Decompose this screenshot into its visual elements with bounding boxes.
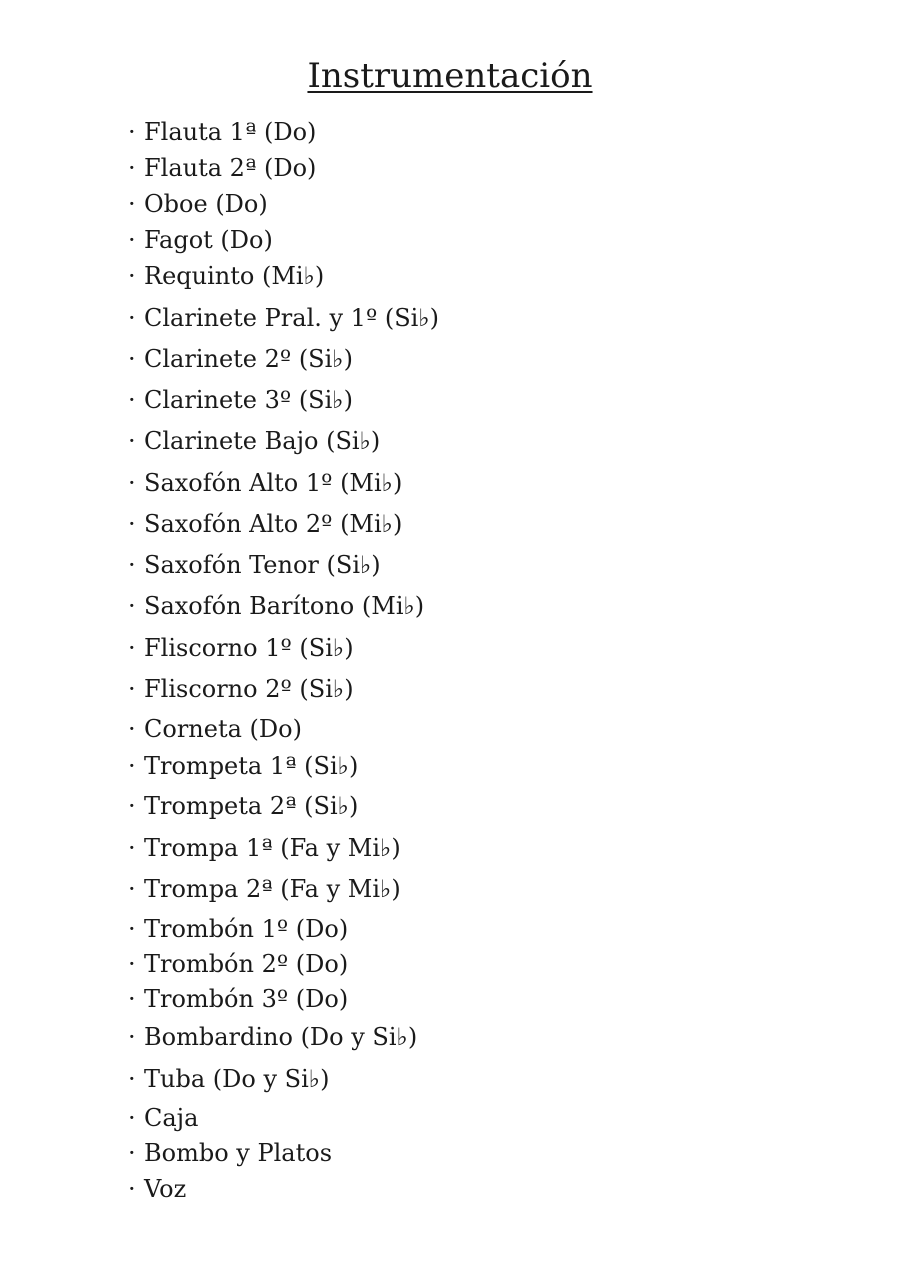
instrument-name: Saxofón Alto 2º (Mi♭) [144,510,403,538]
instrument-name: Tuba (Do y Si♭) [144,1065,330,1093]
bullet: · [128,345,136,373]
bullet: · [128,915,136,943]
bullet: · [128,715,136,743]
instrument-name: Fagot (Do) [144,226,273,254]
bullet: · [128,386,136,414]
bullet: · [128,1139,136,1167]
list-item [128,586,424,626]
instrument-name: Trombón 1º (Do) [144,915,349,943]
instrument-name: Trombón 3º (Do) [144,985,349,1013]
list-item [128,184,268,224]
list-item [128,504,402,544]
bullet: · [128,834,136,862]
bullet: · [128,675,136,703]
instrument-name: Trompeta 1ª (Si♭) [144,752,359,780]
bullet: · [128,190,136,218]
bullet: · [128,1065,136,1093]
list-item [128,709,302,749]
list-item [128,628,354,668]
list-item [128,1133,332,1173]
instrument-name: Requinto (Mi♭) [144,262,325,290]
list-item [128,256,324,296]
list-item [128,148,316,188]
list-item [128,1017,417,1057]
instrument-name: Trombón 2º (Do) [144,950,349,978]
bullet: · [128,304,136,332]
instrument-name: Clarinete Pral. y 1º (Si♭) [144,304,440,332]
bullet: · [128,1104,136,1132]
instrument-name: Oboe (Do) [144,190,268,218]
bullet: · [128,950,136,978]
list-item [128,298,439,338]
bullet: · [128,792,136,820]
instrument-name: Fliscorno 1º (Si♭) [144,634,354,662]
instrument-name: Voz [144,1175,187,1203]
page-title: Instrumentación [307,56,593,96]
list-item [128,220,273,260]
instrument-name: Saxofón Tenor (Si♭) [144,551,381,579]
bullet: · [128,510,136,538]
instrument-name: Bombardino (Do y Si♭) [144,1023,418,1051]
list-item [128,1059,329,1099]
bullet: · [128,985,136,1013]
instrument-name: Saxofón Alto 1º (Mi♭) [144,469,403,497]
list-item [128,1169,186,1209]
bullet: · [128,752,136,780]
instrument-name: Flauta 1ª (Do) [144,118,317,146]
bullet: · [128,469,136,497]
instrument-name: Saxofón Barítono (Mi♭) [144,592,425,620]
list-item [128,112,316,152]
bullet: · [128,226,136,254]
instrument-name: Fliscorno 2º (Si♭) [144,675,354,703]
instrument-name: Caja [144,1104,199,1132]
list-item [128,1098,198,1138]
bullet: · [128,118,136,146]
bullet: · [128,592,136,620]
list-item [128,828,401,868]
instrument-name: Clarinete 2º (Si♭) [144,345,353,373]
instrument-name: Corneta (Do) [144,715,302,743]
bullet: · [128,634,136,662]
list-item [128,545,381,585]
bullet: · [128,1023,136,1051]
list-item [128,380,353,420]
bullet: · [128,875,136,903]
bullet: · [128,427,136,455]
bullet: · [128,551,136,579]
list-item [128,979,348,1019]
list-item [128,421,380,461]
list-item [128,463,402,503]
bullet: · [128,262,136,290]
list-item [128,339,353,379]
list-item [128,869,401,909]
list-item [128,746,358,786]
instrument-name: Flauta 2ª (Do) [144,154,317,182]
instrument-name: Trompeta 2ª (Si♭) [144,792,359,820]
instrument-name: Trompa 1ª (Fa y Mi♭) [144,834,401,862]
list-item [128,669,354,709]
instrument-name: Clarinete Bajo (Si♭) [144,427,381,455]
instrument-name: Trompa 2ª (Fa y Mi♭) [144,875,401,903]
list-item [128,944,348,984]
instrument-name: Clarinete 3º (Si♭) [144,386,353,414]
list-item [128,786,358,826]
list-item [128,909,348,949]
bullet: · [128,154,136,182]
instrument-name: Bombo y Platos [144,1139,333,1167]
bullet: · [128,1175,136,1203]
